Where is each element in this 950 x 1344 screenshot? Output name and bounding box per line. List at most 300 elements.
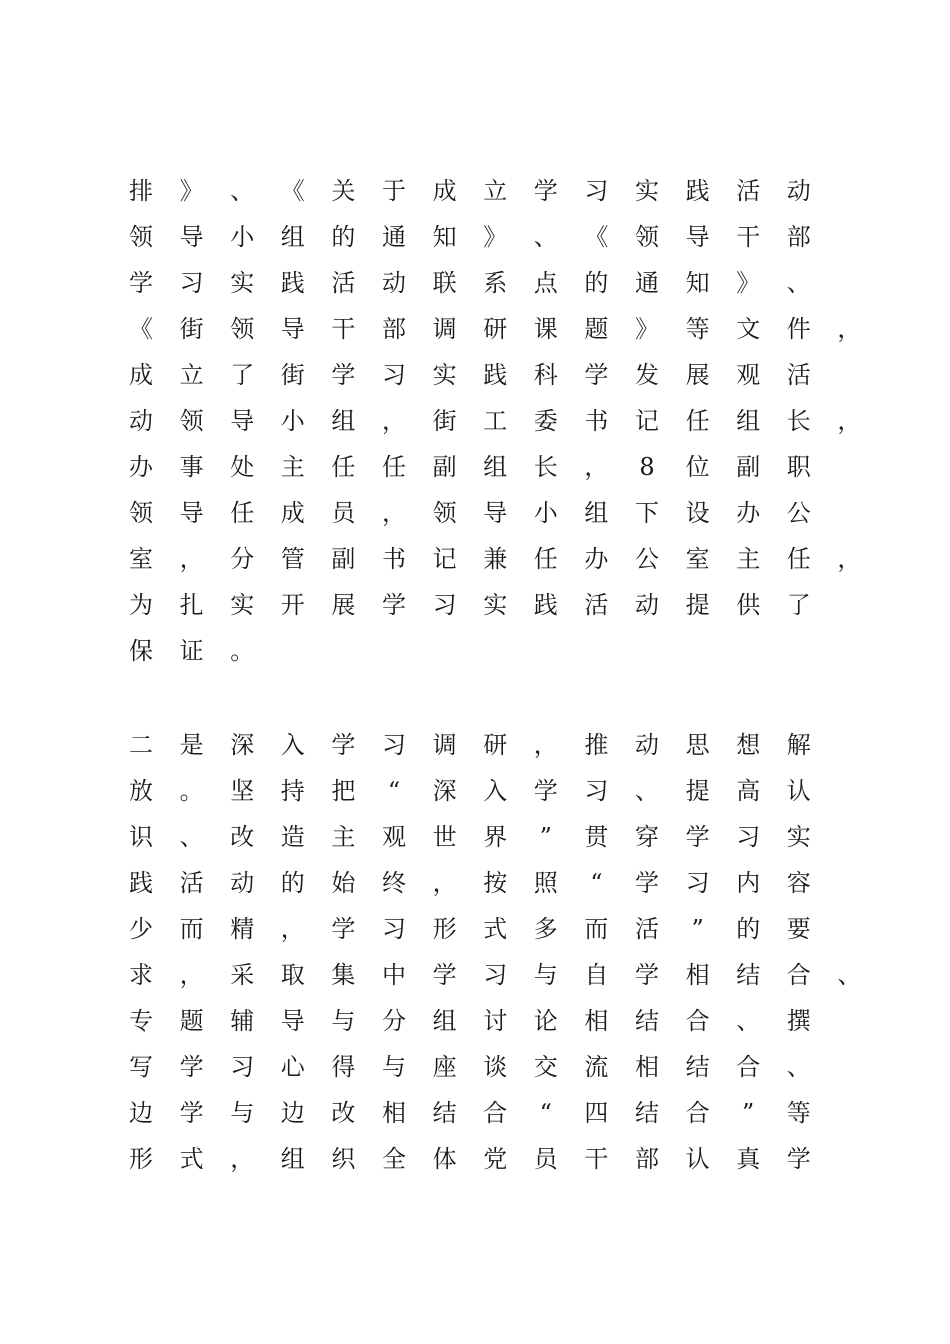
text-char: 成 [432, 177, 457, 205]
text-char: 流 [584, 1053, 609, 1081]
text-char: 践 [129, 869, 153, 897]
text-char: 与 [230, 1099, 255, 1127]
text-char: 8 [639, 453, 655, 481]
text-char: 公 [635, 545, 659, 573]
text-char: 结 [685, 1053, 710, 1081]
paragraph-1 [0, 176, 950, 682]
text-char: 。 [230, 637, 255, 665]
text-char: 学 [331, 915, 356, 943]
text-char: 组 [280, 223, 305, 251]
text-char: 组 [331, 407, 356, 435]
text-char: 专 [129, 1007, 153, 1035]
text-char: 实 [230, 269, 255, 297]
text-char: 习 [584, 777, 609, 805]
text-char: 动 [382, 269, 406, 297]
text-char: 内 [736, 869, 761, 897]
text-char: 中 [382, 961, 406, 989]
text-char: 主 [736, 545, 761, 573]
text-char: 要 [786, 915, 811, 943]
text-line [0, 544, 950, 590]
text-char: 分 [230, 545, 255, 573]
text-char: 。 [179, 777, 204, 805]
text-char: 课 [533, 315, 558, 343]
text-char: 边 [280, 1099, 305, 1127]
text-char: 动 [129, 407, 153, 435]
text-char: 学 [331, 361, 356, 389]
text-char: 题 [584, 315, 609, 343]
text-char: 相 [685, 961, 710, 989]
text-char: 、 [786, 1053, 811, 1081]
text-char: 组 [432, 1007, 457, 1035]
text-char: 提 [685, 777, 710, 805]
text-char: 习 [382, 361, 406, 389]
text-char: 的 [331, 223, 356, 251]
text-char: 辅 [230, 1007, 255, 1035]
text-char: 撰 [786, 1007, 811, 1035]
text-char: 干 [736, 223, 761, 251]
text-char: 习 [432, 591, 457, 619]
text-char: 、 [635, 777, 659, 805]
text-char: 学 [685, 823, 710, 851]
text-char: 主 [331, 823, 356, 851]
text-char: 题 [179, 1007, 204, 1035]
text-char: 工 [483, 407, 508, 435]
text-char: 组 [584, 499, 609, 527]
text-char: 求 [129, 961, 153, 989]
text-line [0, 960, 950, 1006]
text-line [0, 268, 950, 314]
text-char: 干 [584, 1145, 609, 1173]
text-line [0, 1144, 950, 1190]
text-char: 是 [179, 731, 204, 759]
text-char: 开 [280, 591, 305, 619]
text-char: 活 [584, 591, 609, 619]
text-char: 领 [230, 315, 255, 343]
text-char: ， [837, 545, 862, 573]
text-char: 长 [533, 453, 558, 481]
text-char: 边 [129, 1099, 153, 1127]
text-char: 讨 [483, 1007, 508, 1035]
text-char: 、 [736, 1007, 761, 1035]
text-char: 任 [786, 545, 811, 573]
text-char: 街 [280, 361, 305, 389]
text-char: 合 [685, 1007, 710, 1035]
text-char: 、 [179, 823, 204, 851]
text-char: 始 [331, 869, 356, 897]
text-char: 导 [230, 407, 255, 435]
text-char: 活 [786, 361, 811, 389]
text-char: 任 [331, 453, 356, 481]
text-char: 小 [533, 499, 558, 527]
text-char: 贯 [584, 823, 609, 851]
text-char: 而 [179, 915, 204, 943]
text-char: 习 [230, 1053, 255, 1081]
text-char: 终 [382, 869, 406, 897]
text-char: 了 [786, 591, 811, 619]
text-char: 少 [129, 915, 153, 943]
text-char: 《 [584, 223, 609, 251]
text-char: 导 [280, 1007, 305, 1035]
text-line [0, 868, 950, 914]
text-line [0, 498, 950, 544]
text-char: 习 [584, 177, 609, 205]
text-char: 通 [382, 223, 406, 251]
text-char: 排 [129, 177, 153, 205]
text-char: 形 [129, 1145, 153, 1173]
text-char: ， [382, 499, 406, 527]
text-char: 写 [129, 1053, 153, 1081]
text-char: 照 [533, 869, 558, 897]
text-char: 点 [533, 269, 558, 297]
text-char: ， [179, 545, 204, 573]
text-char: 位 [685, 453, 710, 481]
text-char: 、 [533, 223, 558, 251]
text-char: 体 [432, 1145, 457, 1173]
text-char: 织 [331, 1145, 356, 1173]
text-char: 动 [230, 869, 255, 897]
text-char: 世 [432, 823, 457, 851]
text-char: 下 [635, 499, 659, 527]
text-char: 导 [280, 315, 305, 343]
text-char: ” [742, 1099, 755, 1127]
text-char: 供 [736, 591, 761, 619]
text-char: 发 [635, 361, 659, 389]
text-char: 思 [685, 731, 710, 759]
text-char: 领 [635, 223, 659, 251]
text-char: 心 [280, 1053, 305, 1081]
text-char: 组 [280, 1145, 305, 1173]
text-line [0, 176, 950, 222]
text-char: ” [691, 915, 704, 943]
text-char: 而 [584, 915, 609, 943]
text-char: 领 [432, 499, 457, 527]
text-line [0, 590, 950, 636]
text-char: “ [539, 1099, 552, 1127]
text-char: ， [179, 961, 204, 989]
text-char: 记 [432, 545, 457, 573]
text-char: 部 [382, 315, 406, 343]
text-char: 论 [533, 1007, 558, 1035]
text-char: 处 [230, 453, 255, 481]
text-char: 任 [533, 545, 558, 573]
text-char: 持 [280, 777, 305, 805]
text-char: 等 [786, 1099, 811, 1127]
text-char: ” [539, 823, 552, 851]
text-char: 小 [230, 223, 255, 251]
text-char: 按 [483, 869, 508, 897]
text-char: 立 [483, 177, 508, 205]
text-char: 全 [382, 1145, 406, 1173]
text-char: 式 [179, 1145, 204, 1173]
text-char: 调 [432, 315, 457, 343]
text-char: 结 [635, 1007, 659, 1035]
text-line [0, 776, 950, 822]
text-char: 、 [230, 177, 255, 205]
text-char: 习 [736, 823, 761, 851]
text-char: “ [590, 869, 603, 897]
text-char: 分 [382, 1007, 406, 1035]
text-char: 活 [635, 915, 659, 943]
text-char: 文 [736, 315, 761, 343]
text-char: 干 [331, 315, 356, 343]
text-char: 认 [786, 777, 811, 805]
text-char: 设 [685, 499, 710, 527]
text-char: 》 [179, 177, 204, 205]
text-char: ， [837, 407, 862, 435]
text-char: 习 [382, 915, 406, 943]
text-char: 导 [179, 499, 204, 527]
text-char: 改 [230, 823, 255, 851]
text-char: 践 [533, 591, 558, 619]
text-char: 高 [736, 777, 761, 805]
text-char: 室 [129, 545, 153, 573]
text-char: 于 [382, 177, 406, 205]
text-char: 《 [280, 177, 305, 205]
text-char: 通 [635, 269, 659, 297]
text-char: 《 [129, 315, 153, 343]
text-char: 活 [179, 869, 204, 897]
text-char: 副 [736, 453, 761, 481]
text-char: 穿 [635, 823, 659, 851]
text-line [0, 1052, 950, 1098]
text-char: 入 [483, 777, 508, 805]
text-char: 识 [129, 823, 153, 851]
text-char: 与 [331, 1007, 356, 1035]
text-char: 习 [179, 269, 204, 297]
text-char: 调 [432, 731, 457, 759]
text-char: 取 [280, 961, 305, 989]
text-char: 深 [432, 777, 457, 805]
text-char: 学 [635, 961, 659, 989]
text-char: 办 [584, 545, 609, 573]
text-char: 领 [129, 223, 153, 251]
text-char: 合 [685, 1099, 710, 1127]
text-char: 员 [533, 1145, 558, 1173]
text-char: 成 [280, 499, 305, 527]
text-char: 结 [432, 1099, 457, 1127]
text-char: 、 [837, 961, 862, 989]
text-char: 学 [533, 177, 558, 205]
text-char: 动 [635, 731, 659, 759]
text-char: 造 [280, 823, 305, 851]
text-char: 结 [635, 1099, 659, 1127]
text-char: 扎 [179, 591, 204, 619]
text-line [0, 360, 950, 406]
text-char: 书 [382, 545, 406, 573]
text-char: 实 [483, 591, 508, 619]
text-char: 研 [483, 731, 508, 759]
text-char: “ [387, 777, 401, 805]
text-line [0, 636, 950, 682]
text-char: 》 [736, 269, 761, 297]
text-char: 关 [331, 177, 356, 205]
text-char: 》 [635, 315, 659, 343]
text-char: 党 [483, 1145, 508, 1173]
text-char: 导 [685, 223, 710, 251]
text-char: 合 [736, 1053, 761, 1081]
text-char: 学 [584, 361, 609, 389]
text-char: 二 [129, 731, 153, 759]
text-char: ， [280, 915, 305, 943]
text-char: 小 [280, 407, 305, 435]
text-char: 习 [685, 869, 710, 897]
text-char: 界 [483, 823, 508, 851]
text-char: 副 [432, 453, 457, 481]
text-char: 合 [786, 961, 811, 989]
text-char: 记 [635, 407, 659, 435]
text-char: 坚 [230, 777, 255, 805]
text-char: 办 [129, 453, 153, 481]
text-char: 证 [179, 637, 204, 665]
text-char: 观 [736, 361, 761, 389]
text-char: 习 [483, 961, 508, 989]
text-char: 想 [736, 731, 761, 759]
text-char: 式 [483, 915, 508, 943]
text-char: 真 [736, 1145, 761, 1173]
text-char: 组 [483, 453, 508, 481]
text-char: ， [432, 869, 457, 897]
text-char: 集 [331, 961, 356, 989]
text-char: ， [230, 1145, 255, 1173]
text-char: 学 [432, 961, 457, 989]
text-char: 领 [129, 499, 153, 527]
text-char: 展 [331, 591, 356, 619]
text-char: 为 [129, 591, 153, 619]
text-char: 组 [736, 407, 761, 435]
text-char: 四 [584, 1099, 609, 1127]
text-char: 深 [230, 731, 255, 759]
text-char: 多 [533, 915, 558, 943]
text-char: 放 [129, 777, 153, 805]
text-char: ， [584, 453, 609, 481]
text-line [0, 1006, 950, 1052]
text-char: 部 [635, 1145, 659, 1173]
text-char: 活 [331, 269, 356, 297]
text-char: 提 [685, 591, 710, 619]
text-char: 管 [280, 545, 305, 573]
text-char: 部 [786, 223, 811, 251]
text-char: ， [533, 731, 558, 759]
text-char: 职 [786, 453, 811, 481]
text-char: 兼 [483, 545, 508, 573]
text-char: 知 [432, 223, 457, 251]
text-char: 的 [584, 269, 609, 297]
text-char: 动 [786, 177, 811, 205]
text-char: 得 [331, 1053, 356, 1081]
text-char: 任 [382, 453, 406, 481]
text-char: 与 [533, 961, 558, 989]
text-char: 把 [331, 777, 356, 805]
text-char: 联 [432, 269, 457, 297]
text-char: 委 [533, 407, 558, 435]
text-char: 书 [584, 407, 609, 435]
text-char: 事 [179, 453, 204, 481]
text-char: ， [382, 407, 406, 435]
text-char: 结 [736, 961, 761, 989]
text-char: 改 [331, 1099, 356, 1127]
text-char: 办 [736, 499, 761, 527]
text-char: 践 [685, 177, 710, 205]
text-char: 践 [280, 269, 305, 297]
text-char: 解 [786, 731, 811, 759]
text-char: 实 [635, 177, 659, 205]
text-char: 学 [179, 1099, 204, 1127]
text-char: 学 [129, 269, 153, 297]
text-char: 实 [230, 591, 255, 619]
text-char: 采 [230, 961, 255, 989]
text-char: 长 [786, 407, 811, 435]
text-char: 街 [432, 407, 457, 435]
text-char: 学 [382, 591, 406, 619]
text-char: 任 [230, 499, 255, 527]
text-char: 员 [331, 499, 356, 527]
text-line [0, 1098, 950, 1144]
text-char: 等 [685, 315, 710, 343]
text-char: 容 [786, 869, 811, 897]
text-char: 成 [129, 361, 153, 389]
text-line [0, 730, 950, 776]
text-line [0, 406, 950, 452]
text-char: 保 [129, 637, 153, 665]
text-char: 学 [786, 1145, 811, 1173]
text-char: 导 [179, 223, 204, 251]
text-char: 认 [685, 1145, 710, 1173]
text-char: 交 [533, 1053, 558, 1081]
text-char: 活 [736, 177, 761, 205]
text-char: 知 [685, 269, 710, 297]
text-char: 的 [736, 915, 761, 943]
text-line [0, 452, 950, 498]
text-char: 自 [584, 961, 609, 989]
paragraph-2 [0, 730, 950, 1190]
text-line [0, 914, 950, 960]
text-line [0, 222, 950, 268]
text-char: 座 [432, 1053, 457, 1081]
text-char: 学 [635, 869, 659, 897]
text-char: 合 [483, 1099, 508, 1127]
text-char: 相 [584, 1007, 609, 1035]
text-char: 实 [432, 361, 457, 389]
text-char: 践 [483, 361, 508, 389]
text-char: 观 [382, 823, 406, 851]
text-char: 推 [584, 731, 609, 759]
text-char: 任 [685, 407, 710, 435]
text-char: 室 [685, 545, 710, 573]
text-line [0, 314, 950, 360]
text-char: 科 [533, 361, 558, 389]
text-char: 谈 [483, 1053, 508, 1081]
text-char: 导 [483, 499, 508, 527]
text-char: 、 [786, 269, 811, 297]
text-char: 副 [331, 545, 356, 573]
text-char: 领 [179, 407, 204, 435]
text-char: 相 [635, 1053, 659, 1081]
text-char: 实 [786, 823, 811, 851]
text-char: 形 [432, 915, 457, 943]
text-char: 学 [331, 731, 356, 759]
text-char: 件 [786, 315, 811, 343]
text-char: 系 [483, 269, 508, 297]
text-char: 学 [179, 1053, 204, 1081]
text-char: 学 [533, 777, 558, 805]
text-char: 研 [483, 315, 508, 343]
text-char: 动 [635, 591, 659, 619]
text-char: 入 [280, 731, 305, 759]
text-char: ， [837, 315, 862, 343]
text-char: 了 [230, 361, 255, 389]
text-char: 公 [786, 499, 811, 527]
text-line [0, 822, 950, 868]
